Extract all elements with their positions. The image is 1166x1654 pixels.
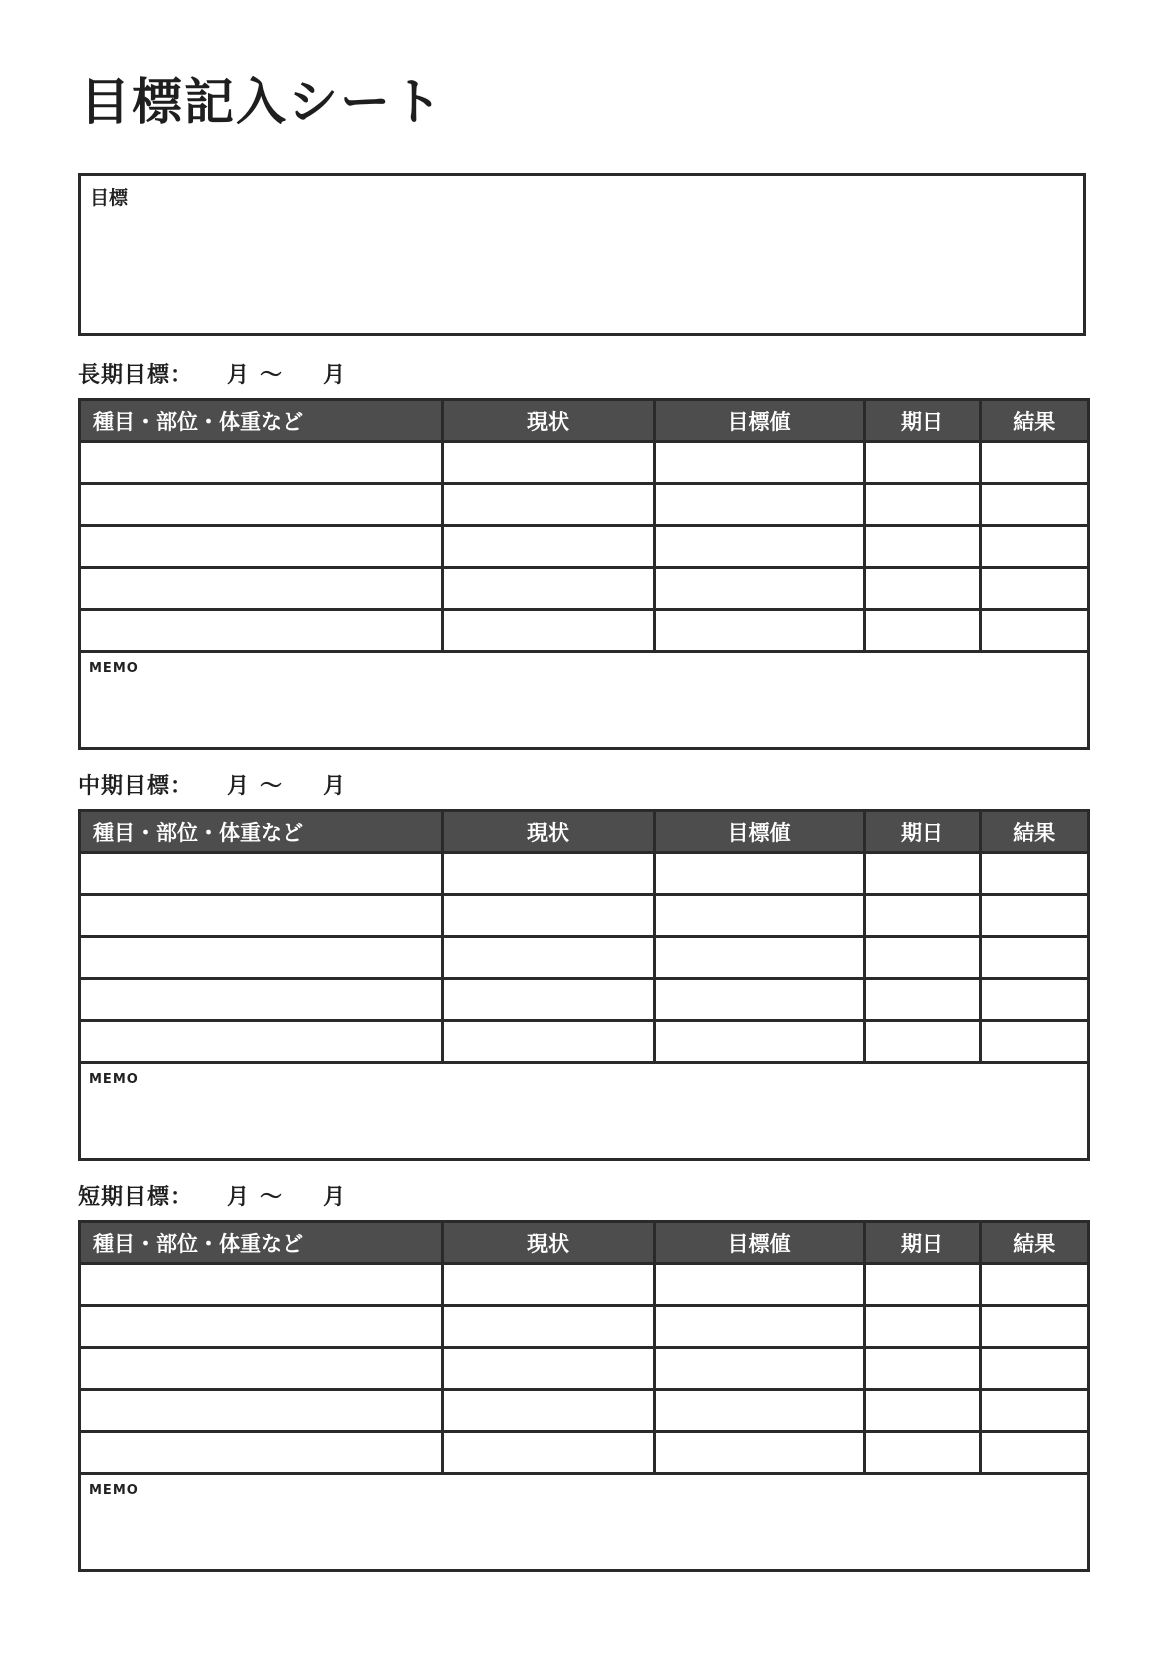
table-row [81, 853, 1087, 895]
memo-area[interactable] [81, 1064, 1087, 1158]
header-row [81, 1223, 1087, 1264]
target-cell[interactable] [654, 979, 864, 1021]
deadline-cell[interactable] [864, 484, 980, 526]
header-row [81, 401, 1087, 442]
col-header-target: 目標値 [654, 401, 864, 442]
current-cell[interactable] [442, 937, 654, 979]
current-cell[interactable] [442, 442, 654, 484]
goal-box[interactable] [78, 173, 1086, 336]
table-row [81, 442, 1087, 484]
col-header-target: 目標値 [654, 1223, 864, 1264]
table-row [81, 937, 1087, 979]
current-cell[interactable] [442, 895, 654, 937]
section-colon: ： [170, 1185, 194, 1210]
result-cell[interactable] [980, 1021, 1087, 1063]
result-cell[interactable] [980, 610, 1087, 652]
long-term-section [78, 355, 1090, 750]
memo-area[interactable] [81, 653, 1087, 747]
target-cell[interactable] [654, 1390, 864, 1432]
table-row [81, 1021, 1087, 1063]
month-from-label: 月 [227, 774, 251, 799]
item-cell[interactable] [81, 1264, 442, 1306]
section-title: 中期目標 [78, 774, 171, 799]
col-header-current: 現状 [442, 1223, 654, 1264]
memo-label: MEMO [89, 1483, 139, 1498]
table-row [81, 979, 1087, 1021]
col-header-deadline: 期日 [864, 812, 980, 853]
deadline-cell[interactable] [864, 853, 980, 895]
result-cell[interactable] [980, 1390, 1087, 1432]
memo-label: MEMO [89, 661, 139, 676]
table-row [81, 895, 1087, 937]
goal-table [81, 1223, 1087, 1475]
goal-table [81, 401, 1087, 653]
item-cell[interactable] [81, 979, 442, 1021]
target-cell[interactable] [654, 610, 864, 652]
table-row [81, 610, 1087, 652]
result-cell[interactable] [980, 1264, 1087, 1306]
item-cell[interactable] [81, 1390, 442, 1432]
section-colon: ： [170, 774, 194, 799]
target-cell[interactable] [654, 1021, 864, 1063]
goal-sheet [78, 1220, 1090, 1572]
result-cell[interactable] [980, 937, 1087, 979]
deadline-cell[interactable] [864, 568, 980, 610]
col-header-deadline: 期日 [864, 1223, 980, 1264]
month-from-label: 月 [227, 363, 251, 388]
section-heading [78, 766, 1090, 800]
target-cell[interactable] [654, 1264, 864, 1306]
item-cell[interactable] [81, 1021, 442, 1063]
table-row [81, 1432, 1087, 1474]
deadline-cell[interactable] [864, 979, 980, 1021]
goal-box-label: 目標 [90, 187, 129, 209]
table-row [81, 1390, 1087, 1432]
table-row [81, 526, 1087, 568]
page-title: 目標記入シート [80, 73, 444, 131]
target-cell[interactable] [654, 568, 864, 610]
deadline-cell[interactable] [864, 1306, 980, 1348]
header-row [81, 812, 1087, 853]
current-cell[interactable] [442, 484, 654, 526]
section-title: 長期目標 [78, 363, 171, 388]
result-cell[interactable] [980, 484, 1087, 526]
deadline-cell[interactable] [864, 1432, 980, 1474]
section-colon: ： [170, 363, 194, 388]
deadline-cell[interactable] [864, 937, 980, 979]
table-row [81, 1306, 1087, 1348]
col-header-result: 結果 [980, 1223, 1087, 1264]
target-cell[interactable] [654, 1306, 864, 1348]
deadline-cell[interactable] [864, 610, 980, 652]
month-to-label: 月 [323, 363, 347, 388]
item-cell[interactable] [81, 1432, 442, 1474]
result-cell[interactable] [980, 526, 1087, 568]
item-cell[interactable] [81, 1306, 442, 1348]
col-header-target: 目標値 [654, 812, 864, 853]
table-row [81, 568, 1087, 610]
result-cell[interactable] [980, 853, 1087, 895]
deadline-cell[interactable] [864, 1348, 980, 1390]
item-cell[interactable] [81, 853, 442, 895]
current-cell[interactable] [442, 1432, 654, 1474]
target-cell[interactable] [654, 526, 864, 568]
col-header-current: 現状 [442, 401, 654, 442]
memo-area[interactable] [81, 1475, 1087, 1569]
col-header-result: 結果 [980, 812, 1087, 853]
current-cell[interactable] [442, 610, 654, 652]
memo-label: MEMO [89, 1072, 139, 1087]
result-cell[interactable] [980, 1348, 1087, 1390]
section-title: 短期目標 [78, 1185, 171, 1210]
target-cell[interactable] [654, 895, 864, 937]
deadline-cell[interactable] [864, 526, 980, 568]
current-cell[interactable] [442, 1390, 654, 1432]
col-header-deadline: 期日 [864, 401, 980, 442]
target-cell[interactable] [654, 442, 864, 484]
current-cell[interactable] [442, 568, 654, 610]
current-cell[interactable] [442, 1264, 654, 1306]
deadline-cell[interactable] [864, 1390, 980, 1432]
short-term-section [78, 1177, 1090, 1572]
item-cell[interactable] [81, 610, 442, 652]
current-cell[interactable] [442, 853, 654, 895]
current-cell[interactable] [442, 979, 654, 1021]
result-cell[interactable] [980, 568, 1087, 610]
item-cell[interactable] [81, 568, 442, 610]
target-cell[interactable] [654, 937, 864, 979]
col-header-result: 結果 [980, 401, 1087, 442]
item-cell[interactable] [81, 895, 442, 937]
table-row [81, 1348, 1087, 1390]
range-tilde: ～ [260, 363, 284, 388]
goal-table [81, 812, 1087, 1064]
deadline-cell[interactable] [864, 895, 980, 937]
current-cell[interactable] [442, 1348, 654, 1390]
item-cell[interactable] [81, 937, 442, 979]
goal-sheet [78, 809, 1090, 1161]
month-from-label: 月 [227, 1185, 251, 1210]
current-cell[interactable] [442, 1021, 654, 1063]
deadline-cell[interactable] [864, 442, 980, 484]
mid-term-section [78, 766, 1090, 1161]
month-to-label: 月 [323, 1185, 347, 1210]
deadline-cell[interactable] [864, 1264, 980, 1306]
table-row [81, 484, 1087, 526]
result-cell[interactable] [980, 1432, 1087, 1474]
target-cell[interactable] [654, 1348, 864, 1390]
result-cell[interactable] [980, 442, 1087, 484]
item-cell[interactable] [81, 526, 442, 568]
target-cell[interactable] [654, 853, 864, 895]
item-cell[interactable] [81, 1348, 442, 1390]
current-cell[interactable] [442, 526, 654, 568]
range-tilde: ～ [260, 774, 284, 799]
target-cell[interactable] [654, 1432, 864, 1474]
table-row [81, 1264, 1087, 1306]
col-header-item: 種目・部位・体重など [81, 401, 442, 442]
month-to-label: 月 [323, 774, 347, 799]
result-cell[interactable] [980, 1306, 1087, 1348]
col-header-item: 種目・部位・体重など [81, 1223, 442, 1264]
result-cell[interactable] [980, 895, 1087, 937]
target-cell[interactable] [654, 484, 864, 526]
current-cell[interactable] [442, 1306, 654, 1348]
section-heading [78, 355, 1090, 389]
section-heading [78, 1177, 1090, 1211]
col-header-current: 現状 [442, 812, 654, 853]
item-cell[interactable] [81, 484, 442, 526]
range-tilde: ～ [260, 1185, 284, 1210]
goal-sheet [78, 398, 1090, 750]
deadline-cell[interactable] [864, 1021, 980, 1063]
result-cell[interactable] [980, 979, 1087, 1021]
item-cell[interactable] [81, 442, 442, 484]
col-header-item: 種目・部位・体重など [81, 812, 442, 853]
